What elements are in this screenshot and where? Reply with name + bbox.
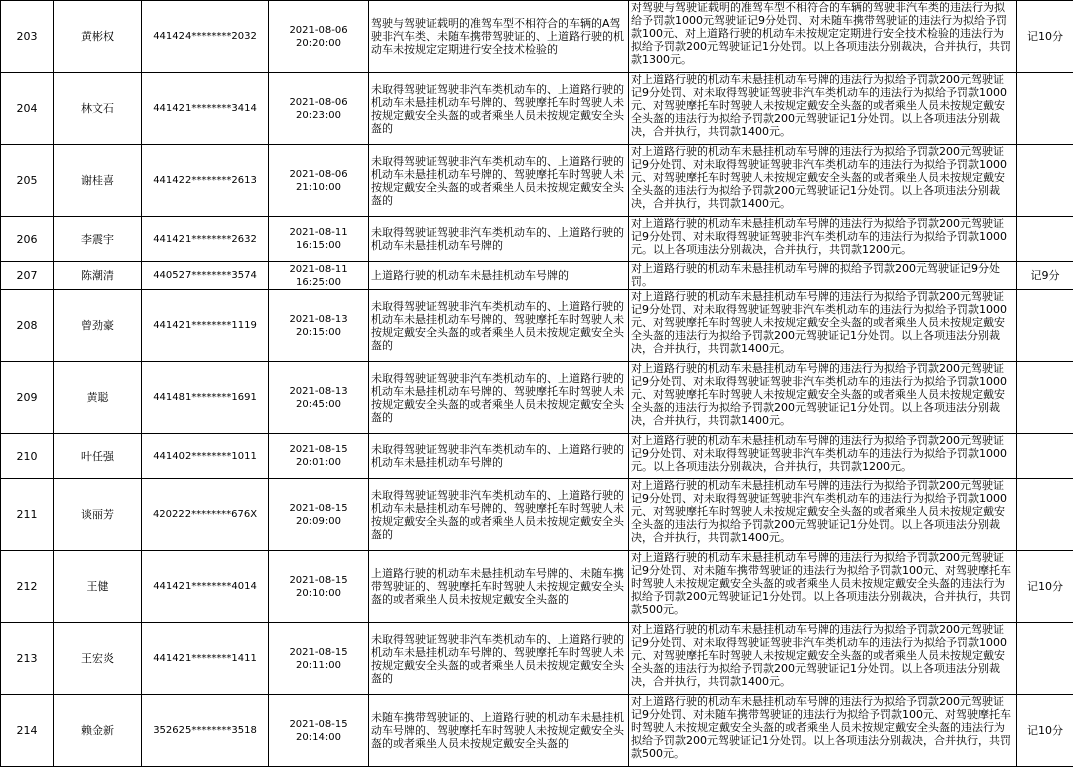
license-points: 记10分: [1017, 695, 1073, 767]
row-number: 208: [1, 290, 54, 362]
penalty-description: 对驾驶与驾驶证载明的准驾车型不相符合的车辆的驾驶非汽车类的违法行为拟给予罚款1000元驾驶证记9分处罚、对未随车携带驾驶证的违法行为拟给予罚款100元、对上道路行驶的机动车未按规定定期进行安全技术检验的违法行为拟给予罚款200元驾驶证记1分处罚。以上各项违法分别裁决，合并执行，共罚款1300元。: [629, 1, 1017, 73]
row-number: 210: [1, 434, 54, 479]
person-name: 谢桂喜: [54, 145, 142, 217]
person-name: 王宏炎: [54, 623, 142, 695]
id-number: 441421********1411: [142, 623, 269, 695]
id-number: 441421********2632: [142, 217, 269, 262]
id-number: 441421********3414: [142, 73, 269, 145]
person-name: 王健: [54, 551, 142, 623]
penalty-description: 对上道路行驶的机动车未悬挂机动车号牌的违法行为拟给予罚款200元驾驶证记9分处罚、对未取得驾驶证驾驶非汽车类机动车的违法行为拟给予罚款1000元、对驾驶摩托车时驾驶人未按规定戴安全头盔的或者乘坐人员未按规定戴安全头盔的违法行为拟给予罚款200元驾驶证记1分处罚。以上各项违法分别裁决，合并执行，共罚款1400元。: [629, 145, 1017, 217]
table-row: [1, 434, 1073, 479]
violation-description: 未取得驾驶证驾驶非汽车类机动车的、上道路行驶的机动车未悬挂机动车号牌的: [369, 434, 629, 479]
person-name: 赖金新: [54, 695, 142, 767]
id-number: 440527********3574: [142, 262, 269, 290]
id-number: 441422********2613: [142, 145, 269, 217]
penalty-description: 对上道路行驶的机动车未悬挂机动车号牌的违法行为拟给予罚款200元驾驶证记9分处罚、对未随车携带驾驶证的违法行为拟给予罚款100元、对驾驶摩托车时驾驶人未按规定戴安全头盔的或者乘坐人员未按规定戴安全头盔的违法行为拟给予罚款200元驾驶证记1分处罚。以上各项违法分别裁决，合并执行，共罚款500元。: [629, 695, 1017, 767]
id-number: 420222********676X: [142, 479, 269, 551]
violation-description: 未取得驾驶证驾驶非汽车类机动车的、上道路行驶的机动车未悬挂机动车号牌的、驾驶摩托车时驾驶人未按规定戴安全头盔的或者乘坐人员未按规定戴安全头盔的: [369, 362, 629, 434]
violation-description: 未取得驾驶证驾驶非汽车类机动车的、上道路行驶的机动车未悬挂机动车号牌的、驾驶摩托车时驾驶人未按规定戴安全头盔的或者乘坐人员未按规定戴安全头盔的: [369, 73, 629, 145]
table-row: [1, 695, 1073, 767]
penalty-description: 对上道路行驶的机动车未悬挂机动车号牌的违法行为拟给予罚款200元驾驶证记9分处罚、对未取得驾驶证驾驶非汽车类机动车的违法行为拟给予罚款1000元、对驾驶摩托车时驾驶人未按规定戴安全头盔的或者乘坐人员未按规定戴安全头盔的违法行为拟给予罚款200元驾驶证记1分处罚。以上各项违法分别裁决，合并执行，共罚款1400元。: [629, 290, 1017, 362]
license-points: [1017, 623, 1073, 695]
violation-time: 2021-08-13 20:15:00: [269, 290, 369, 362]
row-number: 203: [1, 1, 54, 73]
id-number: 352625********3518: [142, 695, 269, 767]
violation-description: 上道路行驶的机动车未悬挂机动车号牌的: [369, 262, 629, 290]
violation-time: 2021-08-06 21:10:00: [269, 145, 369, 217]
license-points: [1017, 362, 1073, 434]
license-points: [1017, 145, 1073, 217]
license-points: [1017, 479, 1073, 551]
violation-time: 2021-08-11 16:15:00: [269, 217, 369, 262]
violation-time: 2021-08-15 20:09:00: [269, 479, 369, 551]
person-name: 谈丽芳: [54, 479, 142, 551]
violation-description: 未取得驾驶证驾驶非汽车类机动车的、上道路行驶的机动车未悬挂机动车号牌的、驾驶摩托车时驾驶人未按规定戴安全头盔的或者乘坐人员未按规定戴安全头盔的: [369, 290, 629, 362]
license-points: [1017, 290, 1073, 362]
person-name: 曾劲豪: [54, 290, 142, 362]
row-number: 206: [1, 217, 54, 262]
violation-description: 上道路行驶的机动车未悬挂机动车号牌的、未随车携带驾驶证的、驾驶摩托车时驾驶人未按规定戴安全头盔的或者乘坐人员未按规定戴安全头盔的: [369, 551, 629, 623]
person-name: 李震宇: [54, 217, 142, 262]
table-row: [1, 290, 1073, 362]
row-number: 205: [1, 145, 54, 217]
table-row: [1, 479, 1073, 551]
row-number: 214: [1, 695, 54, 767]
table-row: [1, 262, 1073, 290]
violation-time: 2021-08-15 20:14:00: [269, 695, 369, 767]
id-number: 441402********1011: [142, 434, 269, 479]
license-points: 记10分: [1017, 551, 1073, 623]
violation-description: 未取得驾驶证驾驶非汽车类机动车的、上道路行驶的机动车未悬挂机动车号牌的: [369, 217, 629, 262]
license-points: 记10分: [1017, 1, 1073, 73]
penalty-description: 对上道路行驶的机动车未悬挂机动车号牌的违法行为拟给予罚款200元驾驶证记9分处罚、对未取得驾驶证驾驶非汽车类机动车的违法行为拟给予罚款1000元、对驾驶摩托车时驾驶人未按规定戴安全头盔的或者乘坐人员未按规定戴安全头盔的违法行为拟给予罚款200元驾驶证记1分处罚。以上各项违法分别裁决，合并执行，共罚款1400元。: [629, 623, 1017, 695]
row-number: 213: [1, 623, 54, 695]
violation-time: 2021-08-15 20:01:00: [269, 434, 369, 479]
penalty-description: 对上道路行驶的机动车未悬挂机动车号牌的违法行为拟给予罚款200元驾驶证记9分处罚、对未取得驾驶证驾驶非汽车类机动车的违法行为拟给予罚款1000元、对驾驶摩托车时驾驶人未按规定戴安全头盔的或者乘坐人员未按规定戴安全头盔的违法行为拟给予罚款200元驾驶证记1分处罚。以上各项违法分别裁决，合并执行，共罚款1400元。: [629, 362, 1017, 434]
violation-time: 2021-08-11 16:25:00: [269, 262, 369, 290]
row-number: 209: [1, 362, 54, 434]
id-number: 441421********4014: [142, 551, 269, 623]
table-row: [1, 217, 1073, 262]
table-row: [1, 551, 1073, 623]
penalty-description: 对上道路行驶的机动车未悬挂机动车号牌的违法行为拟给予罚款200元驾驶证记9分处罚、对未取得驾驶证驾驶非汽车类机动车的违法行为拟给予罚款1000元。以上各项违法分别裁决，合并执行，共罚款1200元。: [629, 217, 1017, 262]
license-points: 记9分: [1017, 262, 1073, 290]
violation-description: 未取得驾驶证驾驶非汽车类机动车的、上道路行驶的机动车未悬挂机动车号牌的、驾驶摩托车时驾驶人未按规定戴安全头盔的或者乘坐人员未按规定戴安全头盔的: [369, 623, 629, 695]
violation-description: 未取得驾驶证驾驶非汽车类机动车的、上道路行驶的机动车未悬挂机动车号牌的、驾驶摩托车时驾驶人未按规定戴安全头盔的或者乘坐人员未按规定戴安全头盔的: [369, 479, 629, 551]
id-number: 441424********2032: [142, 1, 269, 73]
row-number: 204: [1, 73, 54, 145]
id-number: 441481********1691: [142, 362, 269, 434]
violation-time: 2021-08-06 20:23:00: [269, 73, 369, 145]
license-points: [1017, 73, 1073, 145]
violation-time: 2021-08-15 20:10:00: [269, 551, 369, 623]
table-row: [1, 73, 1073, 145]
penalty-description: 对上道路行驶的机动车未悬挂机动车号牌的违法行为拟给予罚款200元驾驶证记9分处罚、对未取得驾驶证驾驶非汽车类机动车的违法行为拟给予罚款1000元。以上各项违法分别裁决，合并执行，共罚款1200元。: [629, 434, 1017, 479]
row-number: 212: [1, 551, 54, 623]
table-row: [1, 145, 1073, 217]
violation-time: 2021-08-13 20:45:00: [269, 362, 369, 434]
person-name: 黄聪: [54, 362, 142, 434]
license-points: [1017, 434, 1073, 479]
person-name: 林文石: [54, 73, 142, 145]
violation-description: 未随车携带驾驶证的、上道路行驶的机动车未悬挂机动车号牌的、驾驶摩托车时驾驶人未按规定戴安全头盔的或者乘坐人员未按规定戴安全头盔的: [369, 695, 629, 767]
penalty-description: 对上道路行驶的机动车未悬挂机动车号牌的拟给予罚款200元驾驶证记9分处罚。: [629, 262, 1017, 290]
violation-description: 未取得驾驶证驾驶非汽车类机动车的、上道路行驶的机动车未悬挂机动车号牌的、驾驶摩托车时驾驶人未按规定戴安全头盔的或者乘坐人员未按规定戴安全头盔的: [369, 145, 629, 217]
row-number: 207: [1, 262, 54, 290]
penalty-description: 对上道路行驶的机动车未悬挂机动车号牌的违法行为拟给予罚款200元驾驶证记9分处罚、对未取得驾驶证驾驶非汽车类机动车的违法行为拟给予罚款1000元、对驾驶摩托车时驾驶人未按规定戴安全头盔的或者乘坐人员未按规定戴安全头盔的违法行为拟给予罚款200元驾驶证记1分处罚。以上各项违法分别裁决，合并执行，共罚款1400元。: [629, 479, 1017, 551]
person-name: 黄彬权: [54, 1, 142, 73]
table-row: [1, 623, 1073, 695]
penalty-description: 对上道路行驶的机动车未悬挂机动车号牌的违法行为拟给予罚款200元驾驶证记9分处罚、对未取得驾驶证驾驶非汽车类机动车的违法行为拟给予罚款1000元、对驾驶摩托车时驾驶人未按规定戴安全头盔的或者乘坐人员未按规定戴安全头盔的违法行为拟给予罚款200元驾驶证记1分处罚。以上各项违法分别裁决，合并执行，共罚款1400元。: [629, 73, 1017, 145]
row-number: 211: [1, 479, 54, 551]
table-row: [1, 1, 1073, 73]
table-row: [1, 362, 1073, 434]
violation-time: 2021-08-15 20:11:00: [269, 623, 369, 695]
id-number: 441421********1119: [142, 290, 269, 362]
person-name: 陈潮清: [54, 262, 142, 290]
violation-description: 驾驶与驾驶证载明的准驾车型不相符合的车辆的A驾驶非汽车类、未随车携带驾驶证的、上道路行驶的机动车未按规定定期进行安全技术检验的: [369, 1, 629, 73]
license-points: [1017, 217, 1073, 262]
penalty-description: 对上道路行驶的机动车未悬挂机动车号牌的违法行为拟给予罚款200元驾驶证记9分处罚、对未随车携带驾驶证的违法行为拟给予罚款100元、对驾驶摩托车时驾驶人未按规定戴安全头盔的或者乘坐人员未按规定戴安全头盔的违法行为拟给予罚款200元驾驶证记1分处罚。以上各项违法分别裁决，合并执行，共罚款500元。: [629, 551, 1017, 623]
person-name: 叶任强: [54, 434, 142, 479]
violation-time: 2021-08-06 20:20:00: [269, 1, 369, 73]
